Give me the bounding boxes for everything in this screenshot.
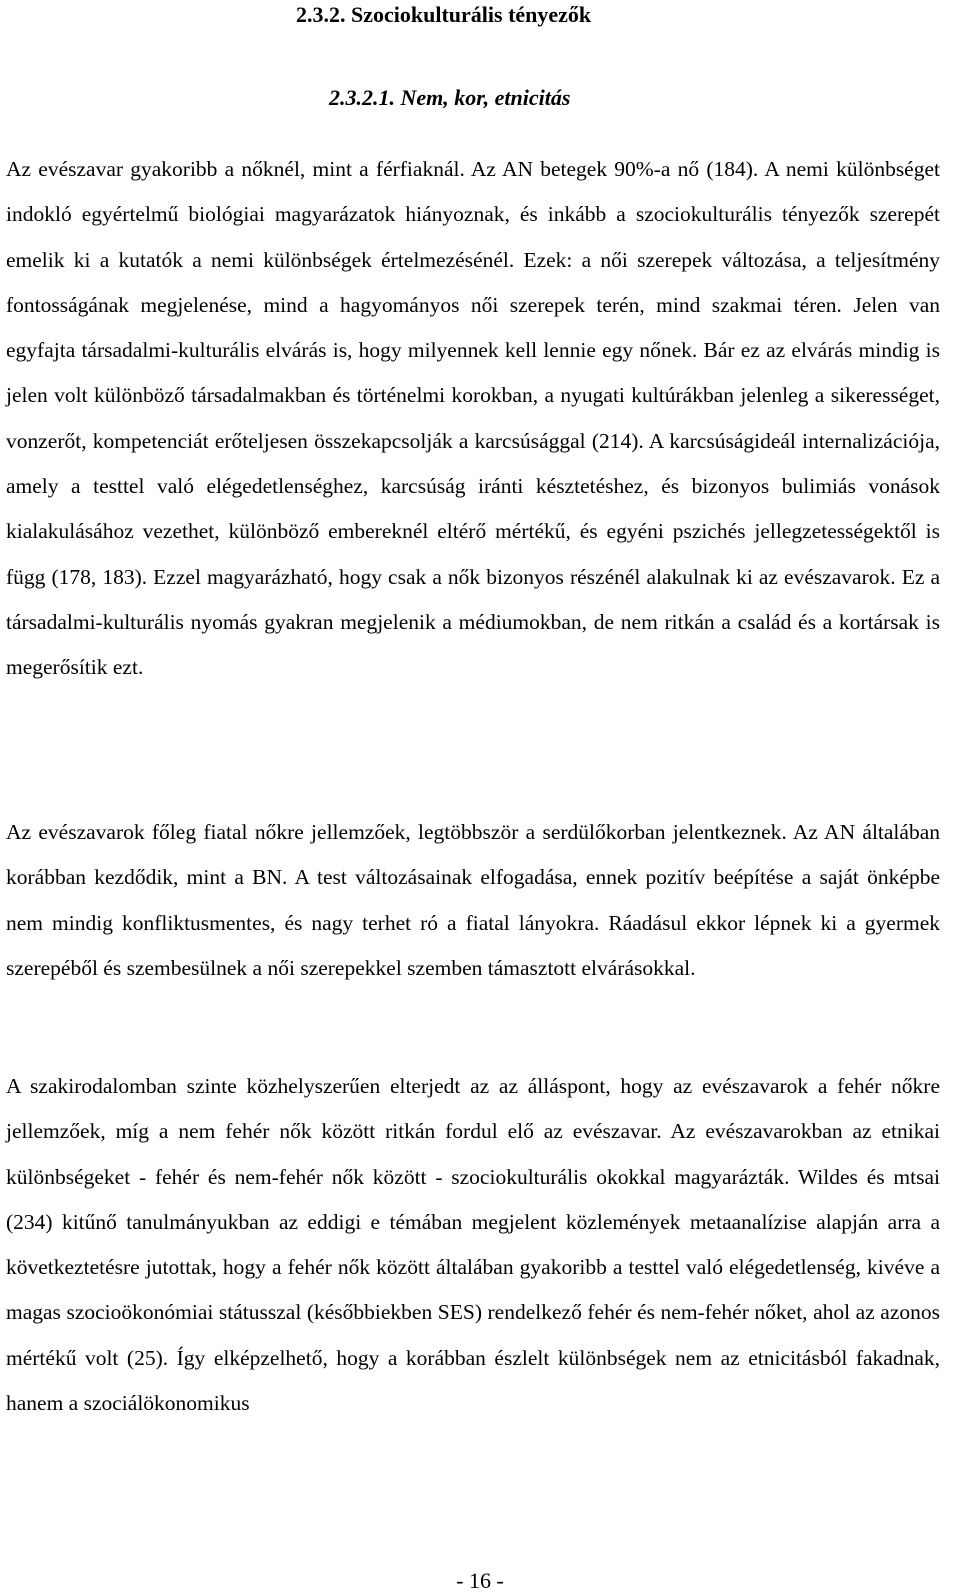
- paragraph: Az evészavarok főleg fiatal nőkre jellemzőek, legtöbbször a serdülőkorban jelentkeznek. Az AN általában korábban kezdődik, mint a BN. A test változásainak elfogadása, ennek pozitív beépítése a saját önképbe nem mindig konfliktusmentes, és nagy terhet ró a fiatal lányokra. Ráadásul ekkor lépnek ki a gyermek szerepéből és szembesülnek a női szerepekkel szemben támasztott elvárásokkal.: [6, 820, 940, 980]
- subsection-heading: 2.3.2.1. Nem, kor, etnicitás: [329, 85, 571, 110]
- paragraph: Az evészavar gyakoribb a nőknél, mint a férfiaknál. Az AN betegek 90%-a nő (184). A nemi különbséget indokló egyértelmű biológiai magyarázatok hiányoznak, és inkább a szociokulturális tényezők szerepét emelik ki a kutatók a nemi különbségek értelmezésénél. Ezek: a női szerepek változása, a teljesítmény fontosságának megjelenése, mind a hagyományos női szerepek terén, mind szakmai téren. Jelen van egyfajta társadalmi-kulturális elvárás is, hogy milyennek kell lennie egy nőnek. Bár ez az elvárás mindig is jelen volt különböző társadalmakban és történelmi korokban, a nyugati kultúrákban jelenleg a sikerességet, vonzerőt, kompetenciát erőteljesen összekapcsolják a karcsúsággal (214). A karcsúságideál internalizációja, amely a testtel való elégedetlenséghez, karcsúság iránti késztetéshez, és bizonyos bulimiás vonások kialakulásához vezethet, különböző embereknél eltérő mértékű, és egyéni pszichés jellegzetességektől is függ (178, 183). Ezzel magyarázható, hogy csak a nők bizonyos részénél alakulnak ki az evészavarok. Ez a társadalmi-kulturális nyomás gyakran megjelenik a médiumokban, de nem ritkán a család és a kortársak is megerősítik ezt.: [6, 157, 940, 680]
- paragraph: A szakirodalomban szinte közhelyszerűen elterjedt az az álláspont, hogy az evészavarok a fehér nőkre jellemzőek, míg a nem fehér nők között ritkán fordul elő az evészavar. Az evészavarokban az etnikai különbségeket - fehér és nem-fehér nők között - szociokulturális okokkal magyarázták. Wildes és mtsai (234) kitűnő tanulmányukban az eddigi e témában megjelent közlemények metaanalízise alapján arra a következtetésre jutottak, hogy a fehér nők között általában gyakoribb a testtel való elégedetlenség, kivéve a magas szocioökonómiai státusszal (későbbiekben SES) rendelkező fehér és nem-fehér nőket, ahol az azonos mértékű volt (25). Így elképzelhető, hogy a korábban észlelt különbségek nem az etnicitásból fakadnak, hanem a szociálökonomikus: [6, 1074, 940, 1416]
- page-number: - 16 -: [456, 1568, 504, 1593]
- section-heading: 2.3.2. Szociokulturális tényezők: [296, 2, 592, 27]
